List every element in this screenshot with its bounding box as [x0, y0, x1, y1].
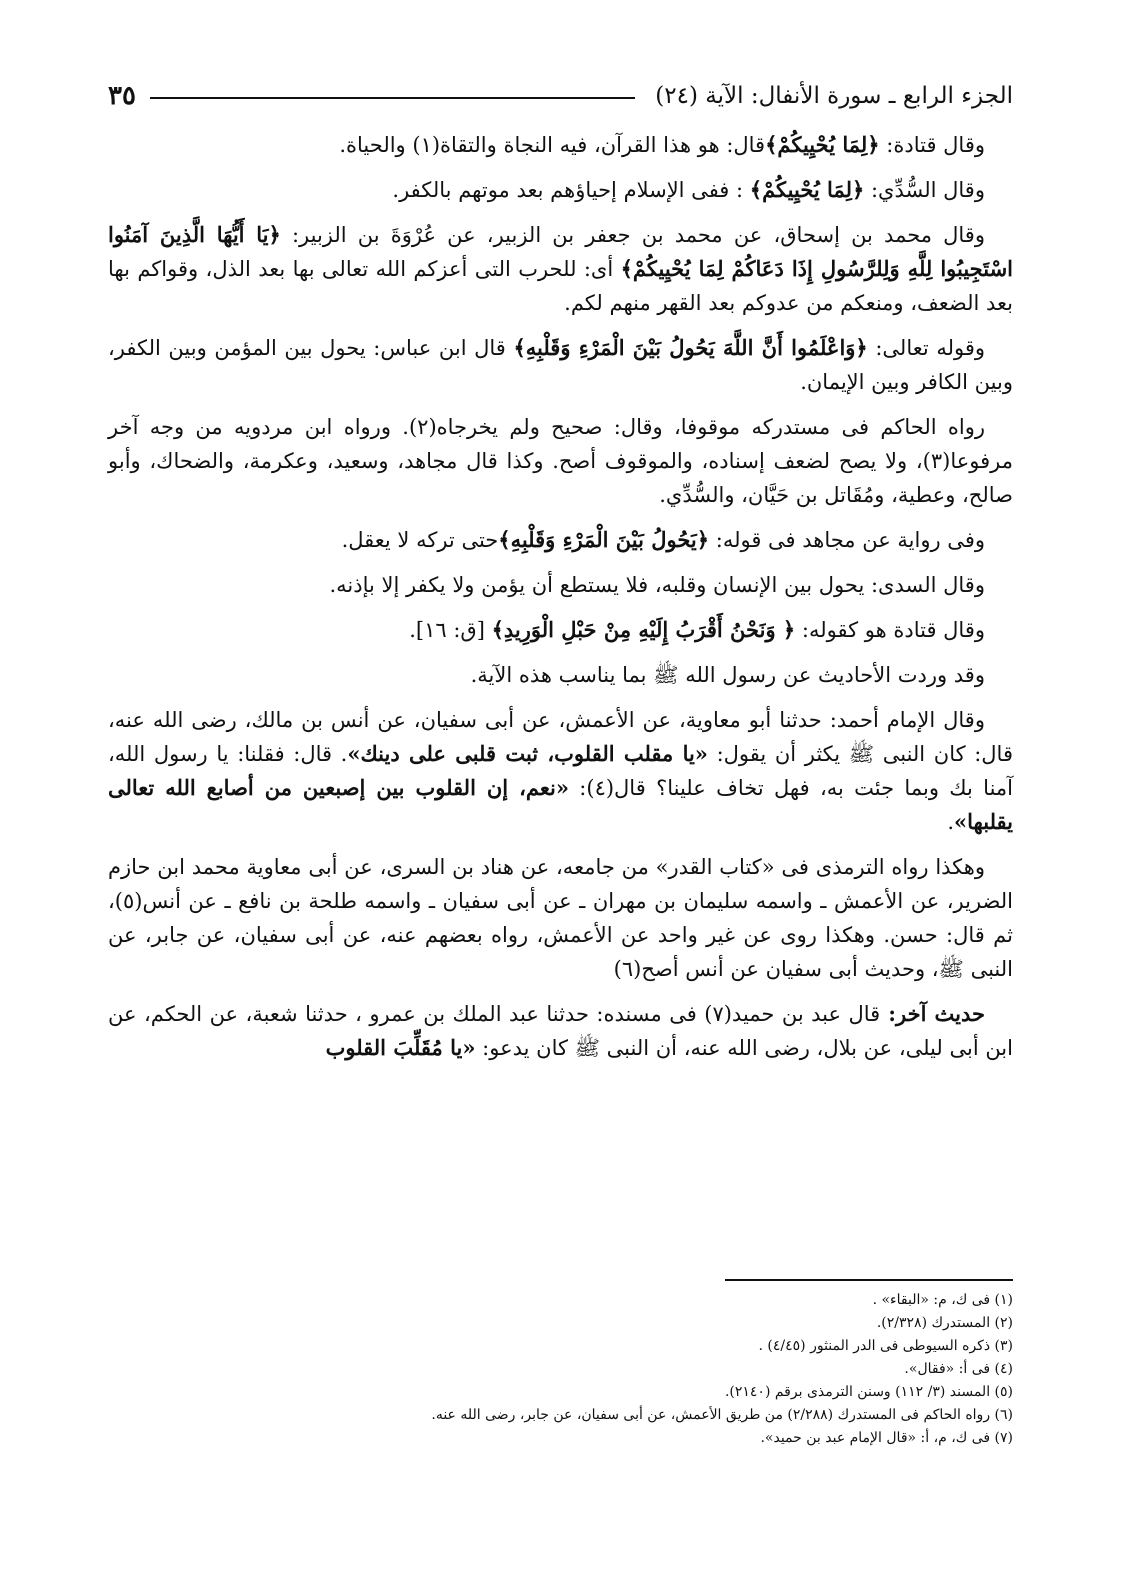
- paragraph-text: وهكذا رواه الترمذى فى «كتاب القدر» من جامعه، عن هناد بن السرى، عن أبى معاوية محمد ابن حازم الضرير، عن الأعمش ـ واسمه سليمان بن مهران ـ عن أبى سفيان ـ واسمه طلحة بن نافع ـ عن أنس(٥)، ثم قال: حسن. وهكذا روى عن غير واحد عن الأعمش، رواه بعضهم عنه، عن أبى سفيان، عن جابر، عن النبى ﷺ، وحديث أبى سفيان عن أنس أصح(٦): [108, 855, 1013, 981]
- paragraph-text: .: [947, 810, 955, 834]
- quoted-text: ﴿يَا أَيُّهَا الَّذِينَ آمَنُوا اسْتَجِيبُوا لِلَّهِ وَلِلرَّسُولِ إِذَا دَعَاكُمْ لِمَا يُحْيِيكُمْ﴾: [108, 222, 1013, 281]
- paragraph-text: وقوله تعالى:: [867, 336, 986, 360]
- body-paragraph: [108, 850, 1013, 986]
- paragraph-text: قال ابن عباس: يحول بين المؤمن وبين الكفر، وبين الكافر وبين الإيمان.: [108, 336, 1013, 394]
- running-title: الجزء الرابع ـ سورة الأنفال: الآية (٢٤): [655, 83, 1013, 109]
- body-paragraph: [108, 613, 1013, 647]
- footnote: (٢) المستدرك (٢/٣٢٨).: [876, 1315, 1013, 1331]
- footnote: (٧) فى ك، م، أ: «قال الإمام عبد بن حميد».: [760, 1430, 1013, 1446]
- body-paragraph: [108, 128, 1013, 162]
- paragraph-text: . قال: فقلنا: يا رسول الله، آمنا بك وبما جئت به، فهل تخاف علينا؟ قال(٤):: [108, 742, 1013, 800]
- body-paragraph: [108, 523, 1013, 557]
- paragraph-text: أى: للحرب التى أعزكم الله تعالى بها بعد الذل، وقواكم بها بعد الضعف، ومنعكم من عدوكم بعد القهر منهم لكم.: [108, 257, 1013, 315]
- paragraph-text: وفى رواية عن مجاهد فى قوله:: [709, 528, 985, 552]
- paragraph-text: : ففى الإسلام إحياؤهم بعد موتهم بالكفر.: [392, 178, 750, 202]
- paragraph-text: رواه الحاكم فى مستدركه موقوفا، وقال: صحيح ولم يخرجاه(٢). ورواه ابن مردويه من وجه آخر مرفوعا(٣)، ولا يصح لضعف إسناده، والموقوف أصح. وكذا قال مجاهد، وسعيد، وعكرمة، والضحاك، وأبو صالح، وعطية، ومُقَاتل بن حَيَّان، والسُّدِّي.: [108, 415, 1013, 507]
- paragraph-text: وقال الإمام أحمد: حدثنا أبو معاوية، عن الأعمش، عن أبى سفيان، عن أنس بن مالك، رضى الله عنه، قال: كان النبى ﷺ يكثر أن يقول:: [108, 708, 1013, 766]
- quoted-text: ﴿لِمَا يُحْيِيكُمْ﴾: [749, 177, 865, 202]
- footnote: (٥) المسند (٣/ ١١٢) وسنن الترمذى برقم (٢١٤٠).: [724, 1384, 1013, 1400]
- paragraph-text: قال: هو هذا القرآن، فيه النجاة والتقاة(١) والحياة.: [339, 133, 766, 157]
- footnote: (١) فى ك، م: «البقاء» .: [872, 1292, 1013, 1308]
- paragraph-text: [ق: ١٦].: [409, 618, 492, 642]
- quoted-text: «يا مُقَلِّبَ القلوب: [325, 1035, 476, 1060]
- quoted-text: ﴿لِمَا يُحْيِيكُمْ﴾: [765, 132, 880, 157]
- footnote: (٦) رواه الحاكم فى المستدرك (٢/٢٨٨) من طريق الأعمش، عن أبى سفيان، عن جابر، رضى الله عنه.: [431, 1407, 1013, 1423]
- paragraph-text: وقد وردت الأحاديث عن رسول الله ﷺ بما يناسب هذه الآية.: [470, 663, 985, 687]
- body-text: [108, 128, 1013, 1076]
- body-paragraph: [108, 218, 1013, 320]
- quoted-text: حديث آخر:: [880, 1001, 986, 1026]
- paragraph-text: قال عبد بن حميد(٧) فى مسنده: حدثنا عبد الملك بن عمرو ، حدثنا شعبة، عن الحكم، عن ابن أبى ليلى، عن بلال، رضى الله عنه، أن النبى ﷺ كان يدعو:: [108, 1002, 1013, 1060]
- body-paragraph: [108, 658, 1013, 692]
- paragraph-text: وقال السُّدِّي:: [864, 178, 985, 202]
- quoted-text: «نعم، إن القلوب بين إصبعين من أصابع الله تعالى يقلبها»: [108, 775, 1013, 834]
- footnotes: [108, 1289, 1013, 1450]
- footnote: (٣) ذكره السيوطى فى الدر المنثور (٤/٤٥) .: [758, 1338, 1013, 1354]
- body-paragraph: [108, 173, 1013, 207]
- paragraph-text: حتى تركه لا يعقل.: [341, 528, 499, 552]
- footnote-separator: [725, 1279, 1013, 1281]
- paragraph-text: وقال السدى: يحول بين الإنسان وقلبه، فلا يستطع أن يؤمن ولا يكفر إلا بإذنه.: [329, 573, 985, 597]
- body-paragraph: [108, 997, 1013, 1065]
- quoted-text: ﴿يَحُولُ بَيْنَ الْمَرْءِ وَقَلْبِهِ﴾: [498, 527, 710, 552]
- page-header: [108, 76, 1013, 116]
- body-paragraph: [108, 568, 1013, 602]
- paragraph-text: وقال قتادة:: [879, 133, 985, 157]
- body-paragraph: [108, 331, 1013, 399]
- body-paragraph: [108, 410, 1013, 512]
- quoted-text: ﴿وَاعْلَمُوا أَنَّ اللَّهَ يَحُولُ بَيْنَ الْمَرْءِ وَقَلْبِهِ﴾: [513, 335, 868, 360]
- quoted-text: «يا مقلب القلوب، ثبت قلبى على دينك»: [347, 741, 708, 766]
- paragraph-text: وقال محمد بن إسحاق، عن محمد بن جعفر بن الزبير، عن عُرْوَةَ بن الزبير:: [280, 223, 985, 247]
- quoted-text: ﴿ وَنَحْنُ أَقْرَبُ إِلَيْهِ مِنْ حَبْلِ الْوَرِيدِ﴾: [491, 617, 796, 642]
- header-rule: [150, 97, 635, 99]
- page-number: ٣٥: [108, 81, 136, 111]
- body-paragraph: [108, 703, 1013, 839]
- footnote: (٤) فى أ: «فقال».: [904, 1361, 1013, 1377]
- paragraph-text: وقال قتادة هو كقوله:: [795, 618, 985, 642]
